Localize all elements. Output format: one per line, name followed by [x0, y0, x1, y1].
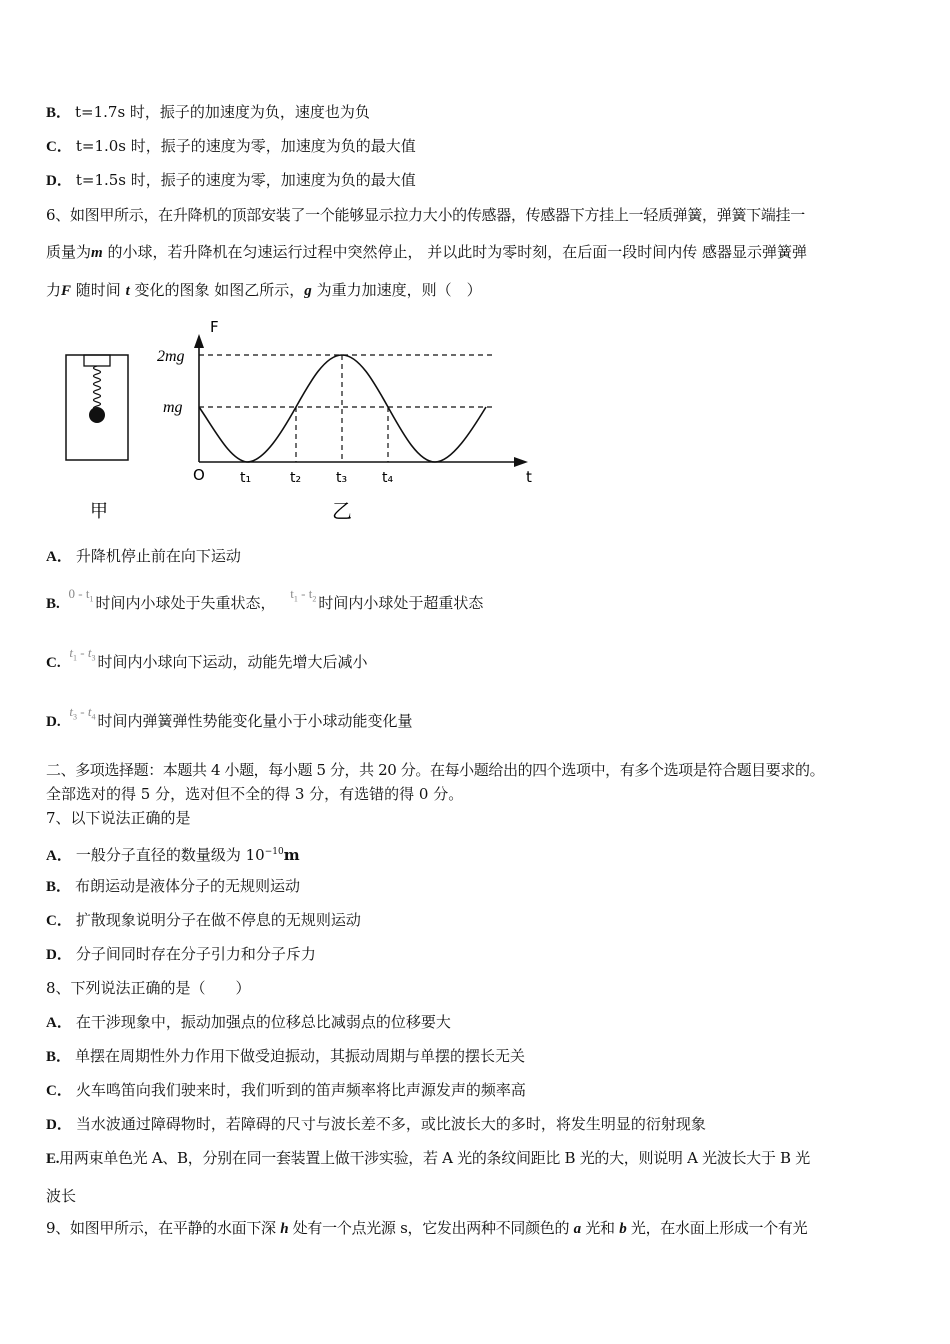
q6-stem-line2	[46, 242, 807, 263]
math-interval	[68, 586, 94, 604]
option-label: C．	[46, 139, 72, 155]
elevator-diagram-and-force-graph	[50, 310, 550, 530]
q5-option-b	[46, 102, 370, 123]
y-axis-label: F	[210, 318, 219, 336]
math-b: b	[619, 1221, 627, 1237]
option-text: 分子间同时存在分子引力和分子斥力	[75, 945, 316, 963]
math-m: m	[91, 245, 103, 261]
q5-option-c	[46, 136, 416, 157]
q8-option-e-continued: 波长	[46, 1187, 77, 1205]
y-tick-2mg: 2mg	[157, 348, 185, 365]
option-text: 时间内小球向下运动，动能先增大后减小	[97, 653, 368, 671]
option-text: 火车鸣笛向我们驶来时，我们听到的笛声频率将比声源发声的频率高	[75, 1081, 526, 1099]
option-text: 单摆在周期性外力作用下做受迫振动，其振动周期与单摆的摆长无关	[75, 1047, 526, 1065]
math-sub: 3	[91, 653, 96, 663]
math: t	[290, 586, 294, 601]
section2-header-line2: 全部选对的得 5 分，选对但不全的得 3 分，有选错的得 0 分。	[46, 785, 464, 803]
option-label: A．	[46, 549, 72, 565]
text: 为重力加速度，则（ ）	[311, 281, 482, 299]
q6-option-b	[46, 586, 484, 620]
option-text: 布朗运动是液体分子的无规则运动	[75, 877, 301, 895]
section2-header-line1: 二、多项选择题：本题共 4 小题，每小题 5 分，共 20 分。在每小题给出的四个选项中，有多个选项是符合题目要求的。	[46, 761, 825, 779]
q9-stem	[46, 1218, 807, 1239]
q6-stem-line1: 6、如图甲所示，在升降机的顶部安装了一个能够显示拉力大小的传感器，传感器下方挂上一轻质弹簧，弹簧下端挂一	[46, 206, 805, 224]
option-text: t=1.5s 时，振子的速度为零，加速度为负的最大值	[75, 171, 416, 189]
option-text: t=1.7s 时，振子的加速度为负，速度也为负	[75, 103, 370, 121]
unit: m	[283, 846, 300, 864]
math: - t	[297, 586, 313, 601]
option-text: 时间内弹簧弹性势能变化量小于小球动能变化量	[97, 712, 413, 730]
text: 的小球，若升降机在匀速运行过程中突然停止， 并以此时为零时刻，在后面一段时间内传 感器显示弹簧弹	[102, 243, 807, 261]
option-text: 在干涉现象中，振动加强点的位移总比减弱点的位移要大	[75, 1013, 451, 1031]
figure-label-jia: 甲	[90, 501, 108, 522]
option-text: 时间内小球处于失重状态，	[95, 594, 276, 612]
math: 0 - t	[68, 586, 90, 601]
x-axis-label: t	[526, 468, 532, 486]
q6-stem-line3	[46, 280, 482, 301]
option-text: t=1.0s 时，振子的速度为零，加速度为负的最大值	[75, 137, 416, 155]
math-sub: 3	[73, 712, 77, 722]
option-label: C．	[46, 913, 72, 929]
q7-option-d	[46, 944, 316, 965]
option-text: 扩散现象说明分子在做不停息的无规则运动	[75, 911, 361, 929]
q8-option-c	[46, 1080, 526, 1101]
text: 变化的图象 如图乙所示，	[129, 281, 305, 299]
q8-option-e	[46, 1148, 810, 1169]
elevator-spring-ball-icon	[66, 355, 128, 460]
option-label: B．	[46, 105, 72, 121]
x-tick-t2: t₂	[290, 470, 302, 486]
text: 力	[46, 281, 62, 299]
q7-option-b	[46, 876, 300, 897]
option-label: D．	[46, 947, 72, 963]
q6-option-c	[46, 645, 368, 679]
option-text: 当水波通过障碍物时，若障碍的尺寸与波长差不多，或比波长大的多时，将发生明显的衍射现象	[75, 1115, 706, 1133]
math-t: t	[125, 283, 130, 299]
math: t	[69, 704, 73, 719]
text: 随时间	[71, 281, 126, 299]
option-label: B.	[46, 596, 60, 612]
math-interval	[290, 586, 317, 604]
q7-option-a	[46, 842, 300, 866]
math-interval	[69, 704, 96, 722]
math: - t	[77, 645, 92, 660]
option-label: C．	[46, 1083, 72, 1099]
option-text: 时间内小球处于超重状态	[318, 594, 484, 612]
option-label: C.	[46, 655, 61, 671]
x-tick-t3: t₃	[336, 470, 348, 486]
q6-figure	[50, 310, 550, 530]
option-text: 一般分子直径的数量级为 10	[75, 846, 265, 864]
q8-stem: 8、下列说法正确的是（ ）	[46, 979, 251, 997]
math-F: F	[61, 283, 72, 299]
math: - t	[77, 704, 92, 719]
text: 9、如图甲所示，在平静的水面下深	[46, 1219, 281, 1237]
math-a: a	[573, 1221, 581, 1237]
y-tick-mg: mg	[163, 399, 183, 416]
math-interval	[69, 645, 96, 663]
math-sub: 1	[73, 653, 77, 663]
option-label: E.	[46, 1151, 60, 1167]
math-h: h	[280, 1221, 289, 1237]
option-label: D.	[46, 714, 61, 730]
math-sub: 1	[89, 594, 94, 604]
exponent: −10	[264, 847, 284, 857]
math: t	[69, 645, 73, 660]
math-sub: 2	[312, 594, 317, 604]
math-g: g	[304, 283, 312, 299]
text: 质量为	[46, 243, 92, 261]
figure-label-yi: 乙	[332, 499, 352, 523]
q5-option-d	[46, 170, 416, 191]
option-label: B．	[46, 879, 72, 895]
q7-stem: 7、以下说法正确的是	[46, 809, 191, 827]
q6-option-d	[46, 704, 413, 738]
text: 光和	[580, 1219, 620, 1237]
q8-option-a	[46, 1012, 451, 1033]
option-label: D．	[46, 1117, 72, 1133]
option-label: A．	[46, 848, 72, 864]
q7-option-c	[46, 910, 361, 931]
text: 光，在水面上形成一个有光	[626, 1219, 808, 1237]
option-label: D．	[46, 173, 72, 189]
origin-label: O	[193, 466, 205, 484]
x-tick-t1: t₁	[240, 470, 252, 486]
math-sub: 4	[91, 712, 96, 722]
option-label: A．	[46, 1015, 72, 1031]
option-text: 用两束单色光 A、B，分别在同一套装置上做干涉实验，若 A 光的条纹间距比 B 光的大，则说明 A 光波长大于 B 光	[59, 1149, 810, 1167]
q8-option-b	[46, 1046, 525, 1067]
option-label: B．	[46, 1049, 72, 1065]
x-tick-t4: t₄	[382, 470, 394, 486]
option-text: 升降机停止前在向下运动	[75, 547, 241, 565]
q6-option-a	[46, 546, 241, 567]
math-sub: 1	[293, 594, 298, 604]
q8-option-d	[46, 1114, 706, 1135]
text: 处有一个点光源 s，它发出两种不同颜色的	[288, 1219, 574, 1237]
